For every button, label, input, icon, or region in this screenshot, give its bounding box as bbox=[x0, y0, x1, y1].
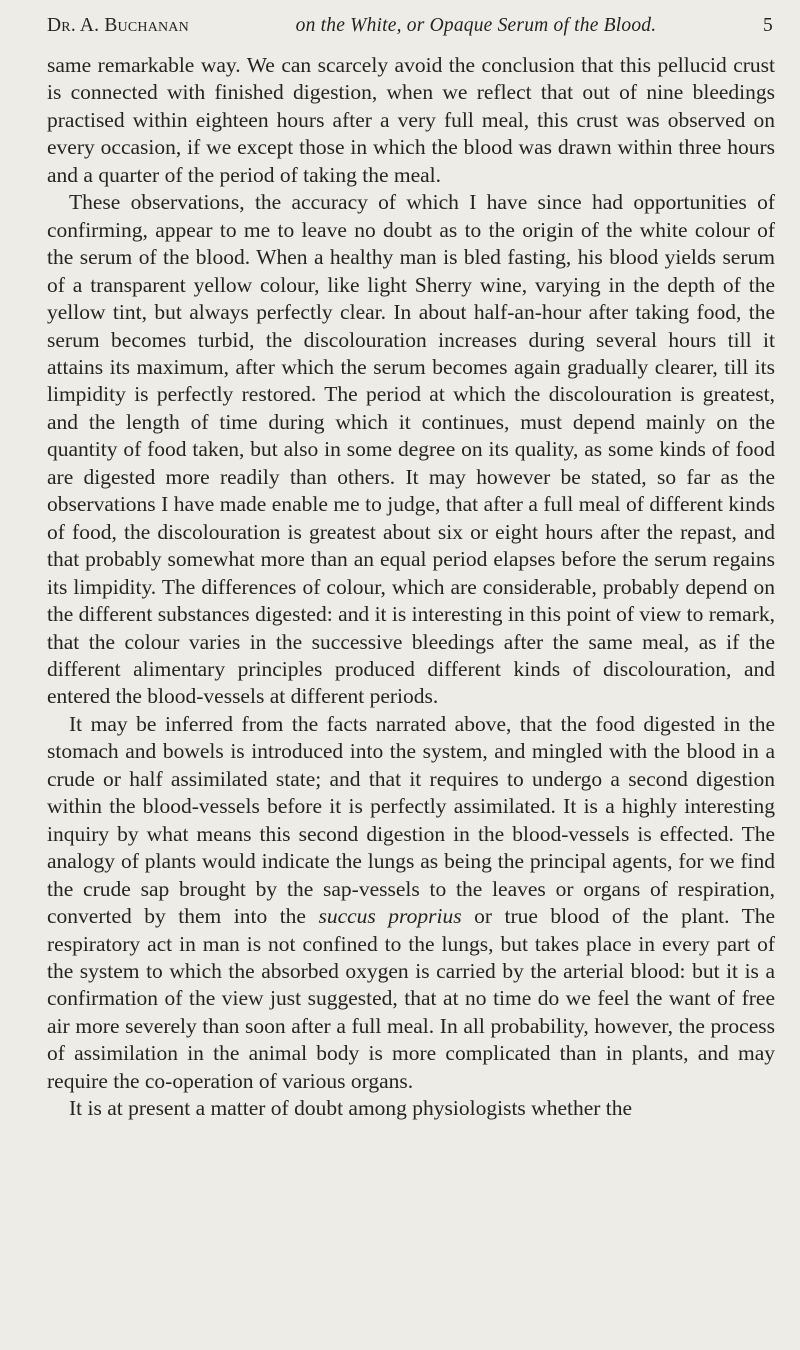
paragraph-4: It is at present a matter of doubt among physiologists whether the bbox=[69, 1096, 633, 1121]
paragraph-1: same remarkable way. We can scarcely avoid the conclusion that this pellucid crust is connected with finished digestion, when we reflect that out of nine bleedings practised within eighteen hours after a very full meal, this crust was observed on every occasion, if we except those in which the blood was drawn within three hours and a quarter of the period of taking the meal. bbox=[47, 53, 775, 187]
header-author: Dr. A. Buchanan bbox=[47, 15, 189, 36]
paragraph-3-italic-term: succus proprius bbox=[318, 904, 462, 929]
header-title: on the White, or Opaque Serum of the Blood. bbox=[295, 15, 657, 36]
paragraph-3 bbox=[47, 711, 775, 1095]
page-number: 5 bbox=[763, 15, 773, 36]
paragraph-3-text-before: It may be inferred from the facts narrated above, that the food digested in the stomach and bowels is introduced into the system, and mingled with the blood in a crude or half assimilated state; and that it requires to undergo a second digestion within the blood-vessels before it is perfectly assimilated. It is a highly interesting inquiry by what means this second digestion in the blood-vessels is effected. The analogy of plants would indicate the lungs as being the principal agents, for we find the crude sap brought by the sap-vessels to the leaves or organs of respiration, converted by them into the bbox=[47, 711, 775, 929]
paragraph-3-text-after: or true blood of the plant. The respiratory act in man is not confined to the lungs, but takes place in every part of the system to which the absorbed oxygen is carried by the arterial blood: but it is a confirmation of the view just suggested, that at no time do we feel the want of free air more severely than soon after a full meal. In all probability, however, the process of assimilation in the animal body is more complicated than in plants, and may require the co-operation of various organs. bbox=[47, 904, 775, 1093]
paragraph-2: These observations, the accuracy of which I have since had opportunities of confirming, appear to me to leave no doubt as to the origin of the white colour of the serum of the blood. When a healthy man is bled fasting, his blood yields serum of a transparent yellow colour, like light Sherry wine, varying in the depth of the yellow tint, but always perfectly clear. In about half-an-hour after taking food, the serum becomes turbid, the discolouration increases during several hours till it attains its maximum, after which the serum becomes again gradually clearer, till its limpidity is perfectly restored. The period at which the discolouration is greatest, and the length of time during which it continues, must depend mainly on the quantity of food taken, but also in some degree on its quality, as some kinds of food are digested more readily than others. It may however be stated, so far as the observations I have made enable me to judge, that after a full meal of different kinds of food, the discolouration is greatest about six or eight hours after the repast, and that probably somewhat more than an equal period elapses before the serum regains its limpidity. The differences of colour, which are considerable, probably depend on the different substances digested: and it is interesting in this point of view to remark, that the colour varies in the successive bleedings after the same meal, as if the different alimentary principles produced different kinds of discolouration, and entered the blood-vessels at different periods. bbox=[47, 190, 775, 709]
body-text bbox=[47, 52, 775, 1123]
running-header bbox=[47, 12, 775, 40]
